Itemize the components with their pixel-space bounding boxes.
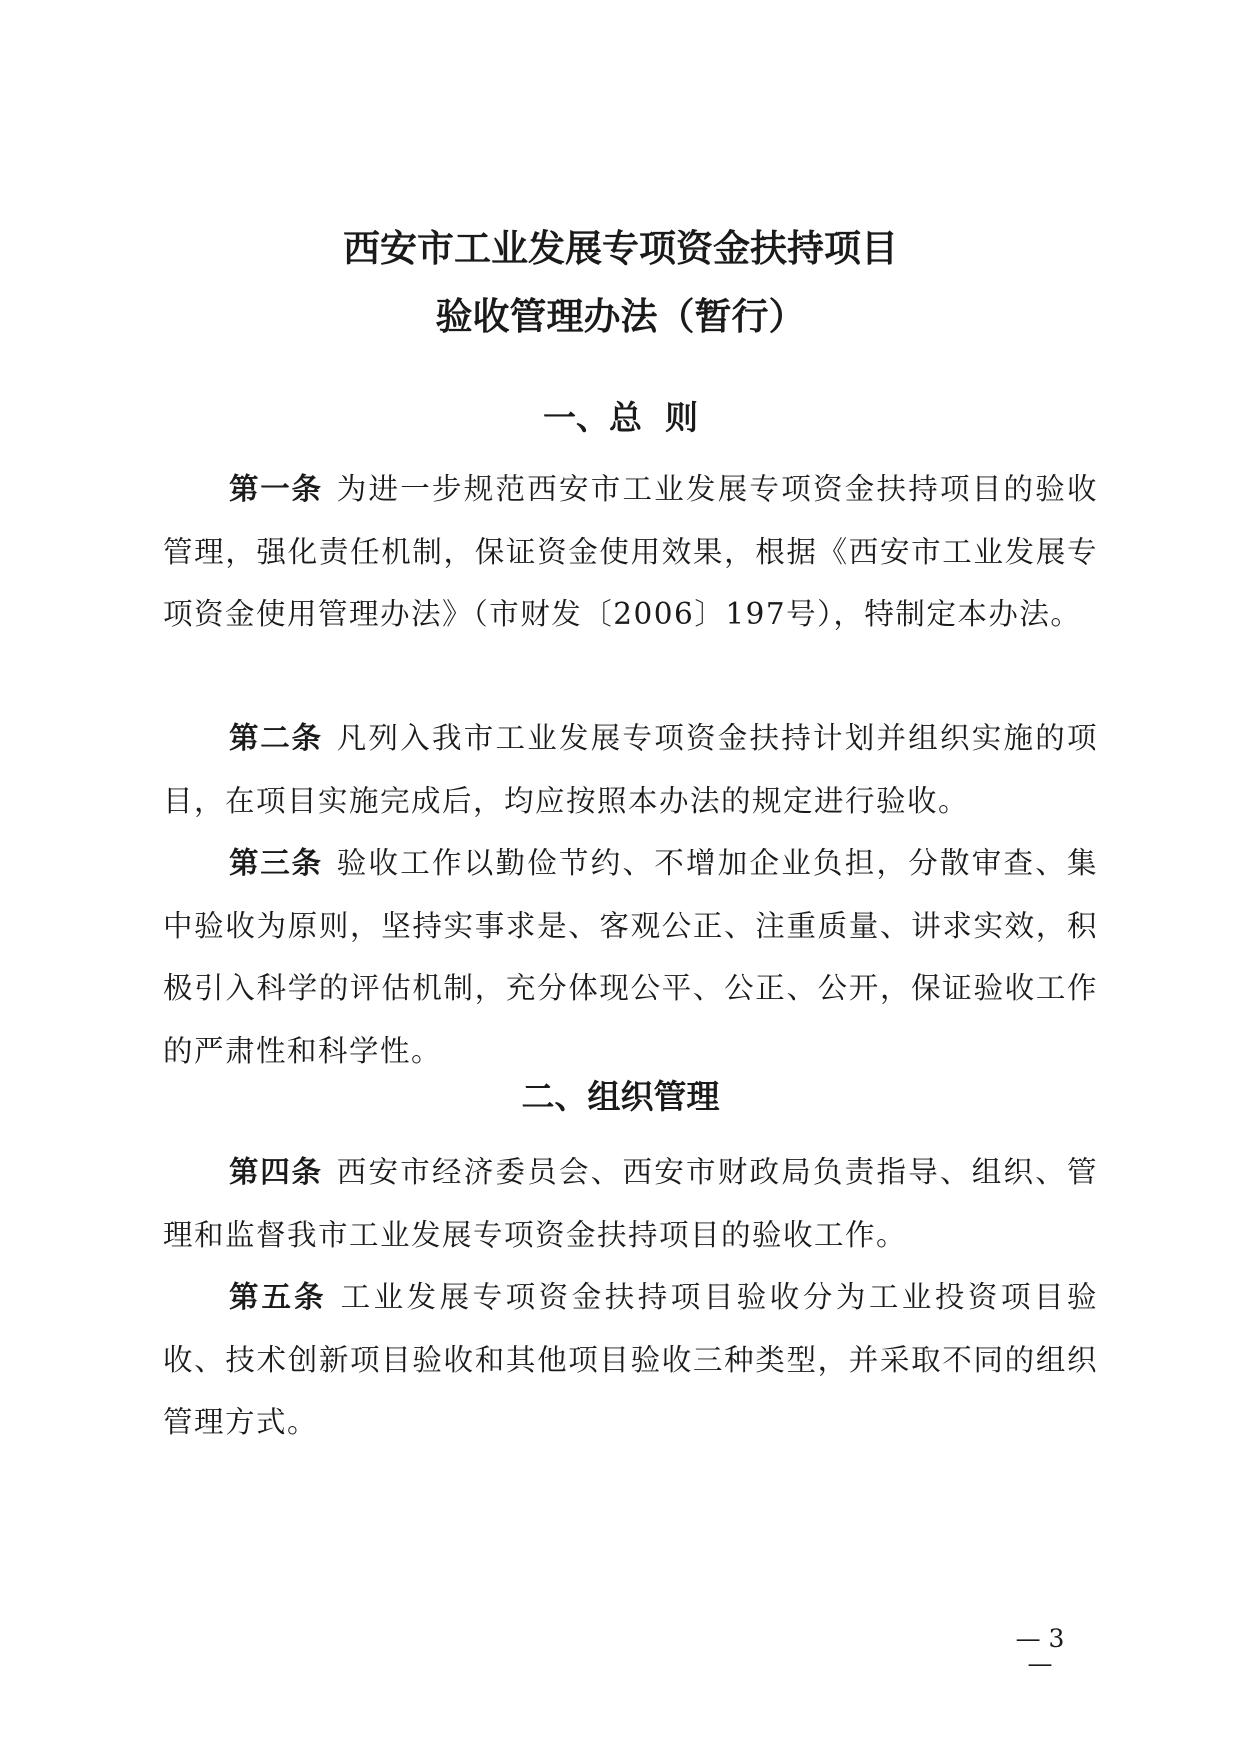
article-1-label: 第一条 bbox=[229, 472, 323, 506]
article-3-label: 第三条 bbox=[229, 846, 323, 880]
document-title-line-2: 验收管理办法（暂行） bbox=[435, 294, 806, 338]
document-title-line-1: 西安市工业发展专项资金扶持项目 bbox=[343, 226, 898, 270]
article-3-text: 验收工作以勤俭节约、不增加企业负担，分散审查、集中验收为原则，坚持实事求是、客观公正、注重质量、讲求实效，积极引入科学的评估机制，充分体现公平、公正、公开，保证验收工作的严肃性和科学性。 bbox=[163, 846, 1098, 1068]
article-4 bbox=[163, 1141, 1098, 1266]
article-1-text: 为进一步规范西安市工业发展专项资金扶持项目的验收管理，强化责任机制，保证资金使用效果，根据《西安市工业发展专项资金使用管理办法》（市财发〔2006〕197号），特制定本办法。 bbox=[163, 472, 1098, 631]
article-3 bbox=[163, 832, 1098, 1082]
section-heading-organization-management: 二、组织管理 bbox=[521, 1077, 720, 1116]
article-5 bbox=[163, 1266, 1098, 1454]
page-number: — 3 — bbox=[1015, 1624, 1065, 1678]
article-2-label: 第二条 bbox=[229, 721, 323, 755]
section-heading-general-provisions: 一、总 则 bbox=[543, 398, 698, 437]
article-4-text: 西安市经济委员会、西安市财政局负责指导、组织、管理和监督我市工业发展专项资金扶持项目的验收工作。 bbox=[163, 1155, 1098, 1252]
article-2 bbox=[163, 707, 1098, 832]
article-5-label: 第五条 bbox=[229, 1280, 327, 1314]
article-5-text: 工业发展专项资金扶持项目验收分为工业投资项目验收、技术创新项目验收和其他项目验收三种类型，并采取不同的组织管理方式。 bbox=[163, 1280, 1098, 1439]
article-2-text: 凡列入我市工业发展专项资金扶持计划并组织实施的项目，在项目实施完成后，均应按照本办法的规定进行验收。 bbox=[163, 721, 1098, 818]
article-4-label: 第四条 bbox=[229, 1155, 323, 1189]
article-1 bbox=[163, 458, 1098, 646]
